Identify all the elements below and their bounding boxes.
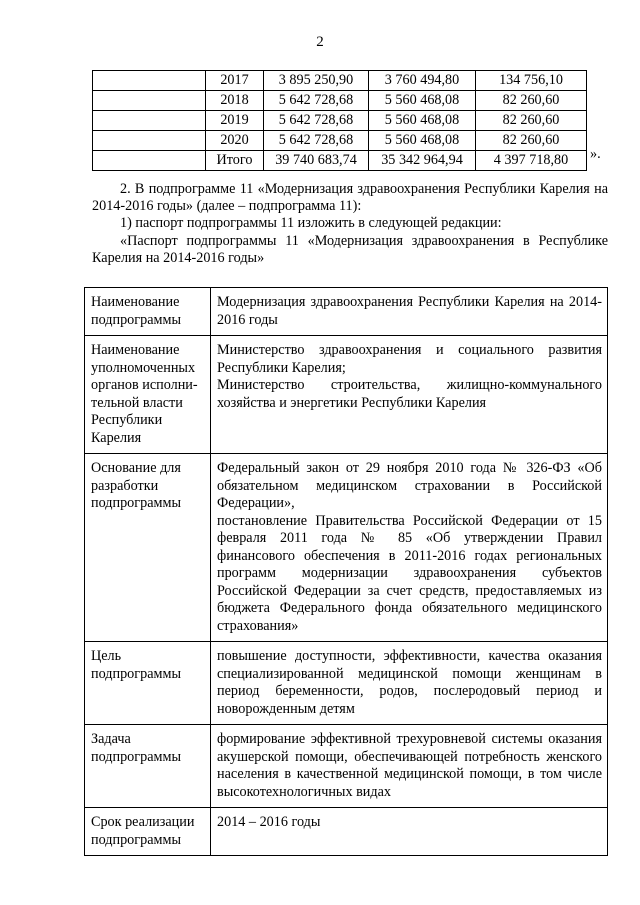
table-row: [93, 91, 587, 111]
passport-row: [85, 288, 608, 336]
row-label: Наименование уполномоченных органов исполни-тельной власти Республики Карелия: [85, 336, 211, 454]
total-cell: 5 642 728,68: [264, 111, 369, 131]
total-cell: 5 642 728,68: [264, 131, 369, 151]
table-row: [93, 131, 587, 151]
closing-quote-mark: ».: [590, 146, 601, 162]
table-row-total: [93, 151, 587, 171]
year-cell: 2019: [206, 111, 264, 131]
total-cell: 39 740 683,74: [264, 151, 369, 171]
passport-row: [85, 725, 608, 808]
row-value: Модернизация здравоохранения Республики Карелия на 2014-2016 годы: [211, 288, 608, 336]
year-cell: 2018: [206, 91, 264, 111]
amount-cell: 5 560 468,08: [369, 111, 476, 131]
amount-cell: 5 560 468,08: [369, 131, 476, 151]
amount-cell: 4 397 718,80: [476, 151, 587, 171]
passport-row: [85, 336, 608, 454]
passport-row: [85, 808, 608, 856]
page-number: 2: [316, 34, 324, 50]
blank-cell: [93, 71, 206, 91]
row-value: [211, 336, 608, 454]
amount-cell: 35 342 964,94: [369, 151, 476, 171]
row-value: [211, 454, 608, 642]
amount-cell: 82 260,60: [476, 111, 587, 131]
total-cell: 5 642 728,68: [264, 91, 369, 111]
amount-cell: 3 760 494,80: [369, 71, 476, 91]
total-cell: 3 895 250,90: [264, 71, 369, 91]
blank-cell: [93, 131, 206, 151]
amount-cell: 82 260,60: [476, 91, 587, 111]
row-label: Задача подпрограммы: [85, 725, 211, 808]
passport-table: [84, 287, 608, 856]
row-label: Основание для разработки подпрограммы: [85, 454, 211, 642]
amount-cell: 5 560 468,08: [369, 91, 476, 111]
passport-row: [85, 642, 608, 725]
table-row: [93, 111, 587, 131]
row-label: Цель подпрограммы: [85, 642, 211, 725]
paragraph-passport-intro: 1) паспорт подпрограммы 11 изложить в следующей редакции:: [120, 215, 502, 231]
value-line: Министерство строительства, жилищно-коммунального хозяйства и энергетики Республики Карелия: [217, 377, 602, 411]
year-cell: 2020: [206, 131, 264, 151]
blank-cell: [93, 151, 206, 171]
finance-table: [92, 70, 587, 171]
row-value: 2014 – 2016 годы: [211, 808, 608, 856]
row-label: Наименование подпрограммы: [85, 288, 211, 336]
passport-row: [85, 454, 608, 642]
row-value: формирование эффективной трехуровневой системы оказания акушерской помощи, обеспечивающей потребность женского населения в качественной медицинской помощи, в том числе высокотехнологичных видах: [211, 725, 608, 808]
amount-cell: 134 756,10: [476, 71, 587, 91]
year-cell: Итого: [206, 151, 264, 171]
blank-cell: [93, 111, 206, 131]
row-value: повышение доступности, эффективности, качества оказания специализированной медицинской помощи женщинам в период беременности, родов, послеродовый период и новорожденным детям: [211, 642, 608, 725]
amount-cell: 82 260,60: [476, 131, 587, 151]
value-line: Федеральный закон от 29 ноября 2010 года № 326-ФЗ «Об обязательном медицинском страховании в Российской Федерации»,: [217, 460, 602, 511]
paragraph-amendment: 2. В подпрограмме 11 «Модернизация здравоохранения Республики Карелия на 2014-2016 годы» (далее – подпрограмма 11):: [92, 181, 608, 214]
year-cell: 2017: [206, 71, 264, 91]
value-line: Министерство здравоохранения и социального развития Республики Карелия;: [217, 342, 602, 376]
row-label: Срок реализации подпрограммы: [85, 808, 211, 856]
paragraph-passport-title: «Паспорт подпрограммы 11 «Модернизация здравоохранения в Республике Карелия на 2014-2016 годы»: [92, 233, 608, 266]
value-line: постановление Правительства Российской Федерации от 15 февраля 2011 года № 85 «Об утверждении Правил финансового обеспечения в 2011-2016 годах региональных программ модернизации здравоохранения субъектов Российской Федерации за счет средств, предоставляемых из бюджета Федерального фонда обязательного медицинского страхования»: [217, 512, 602, 634]
table-row: [93, 71, 587, 91]
blank-cell: [93, 91, 206, 111]
